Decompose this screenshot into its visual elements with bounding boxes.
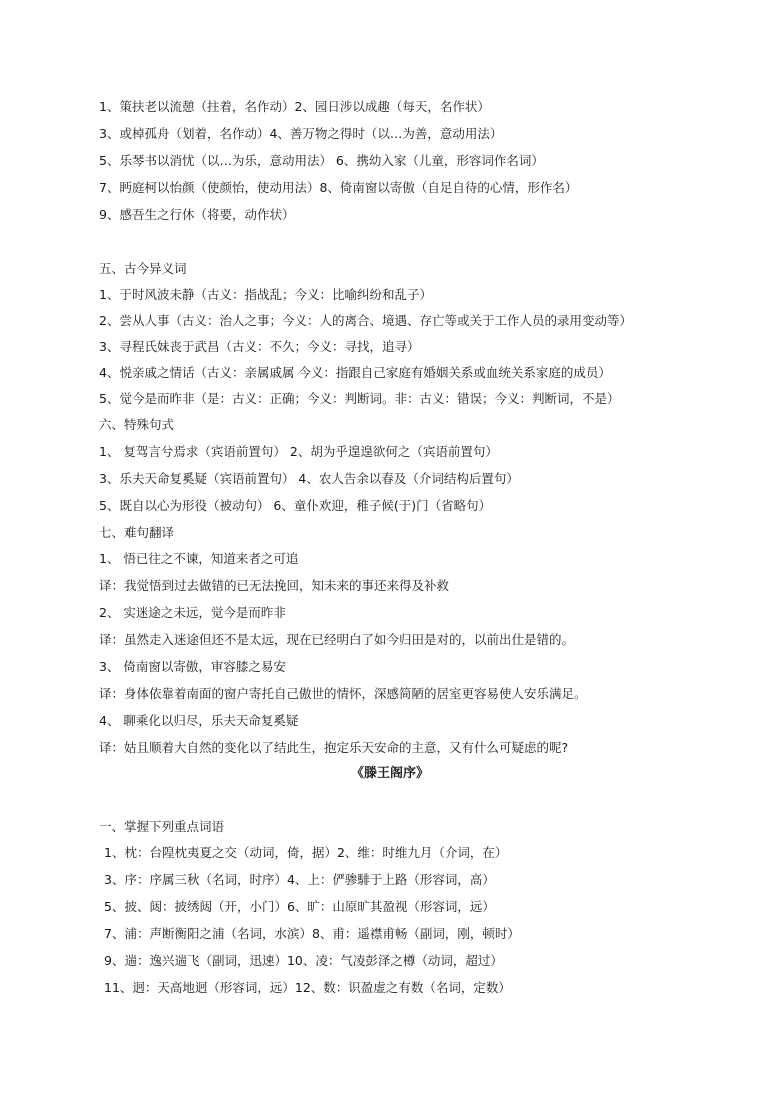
list-item: 4、 聊乘化以归尽，乐夫天命复奚疑 (99, 713, 299, 728)
list-item: 2、尝从人事（古义：治人之事；今义：人的离合、境遇、存亡等或关于工作人员的录用变动等） (99, 313, 632, 328)
list-item: 5、觉今是而昨非（是：古义：正确；今义：判断词。非：古义：错误；今义：判断词，不是） (99, 391, 620, 406)
translation-text: 译：虽然走入迷途但还不是太远，现在已经明白了如今归田是对的，以前出仕是错的。 (99, 632, 575, 647)
list-item: 2、 实迷途之未远，觉今是而昨非 (99, 605, 286, 620)
list-item: 9、感吾生之行休（将要，动作状） (99, 207, 295, 222)
list-item: 1、枕：台隍枕夷夏之交（动词，倚，据）2、维：时维九月（介词，在） (104, 845, 508, 860)
section-heading: 七、难句翻译 (99, 525, 175, 540)
list-item: 11、迥：天高地迥（形容词，远）12、数：识盈虚之有数（名词，定数） (104, 980, 511, 995)
list-item: 1、于时风波未静（古义：指战乱；今义：比喻纠纷和乱子） (99, 287, 432, 302)
list-item: 3、 倚南窗以寄傲，审容膝之易安 (99, 659, 286, 674)
list-item: 3、乐夫天命复奚疑（宾语前置句） 4、农人告余以春及（介词结构后置句） (99, 471, 519, 486)
section-heading: 一、掌握下列重点词语 (99, 819, 225, 834)
list-item: 3、序：序属三秋（名词，时序）4、上：俨骖騑于上路（形容词，高） (104, 872, 495, 887)
section-heading: 六、特殊句式 (99, 417, 175, 432)
translation-text: 译：我觉悟到过去做错的已无法挽回，知未来的事还来得及补救 (99, 578, 450, 593)
translation-text: 译：身体依靠着南面的窗户寄托自己傲世的情怀，深感简陋的居室更容易使人安乐满足。 (99, 686, 587, 701)
list-item: 5、乐琴书以消忧（以…为乐，意动用法） 6、携幼入家（儿童，形容词作名词） (99, 153, 544, 168)
list-item: 1、策扶老以流憩（拄着，名作动）2、园日涉以成趣（每天，名作状） (99, 99, 490, 114)
list-item: 7、眄庭柯以怡颜（使颜怡，使动用法）8、倚南窗以寄傲（自足自待的心情，形作名） (99, 180, 578, 195)
list-item: 1、 悟已往之不谏，知道来者之可追 (99, 551, 299, 566)
section-heading: 五、古今异义词 (99, 261, 187, 276)
list-item: 5、披、闼：披绣闼（开，小门）6、旷：山原旷其盈视（形容词，远） (104, 899, 495, 914)
list-item: 7、浦：声断衡阳之浦（名词，水滨）8、甫：遥襟甫畅（副词，刚，顿时） (104, 926, 520, 941)
list-item: 5、既自以心为形役（被动句） 6、童仆欢迎，稚子候(于)门（省略句） (99, 498, 492, 513)
translation-text: 译：姑且顺着大自然的变化以了结此生，抱定乐天安命的主意，又有什么可疑虑的呢? (99, 740, 569, 755)
list-item: 9、遄：逸兴遄飞（副词，迅速）10、凌：气凌彭泽之樽（动词，超过） (104, 953, 503, 968)
list-item: 3、或棹孤舟（划着，名作动）4、善万物之得时（以…为善，意动用法） (99, 126, 503, 141)
article-title: 《滕王阁序》 (350, 766, 429, 781)
list-item: 4、悦亲戚之情话（古义：亲属戚属 今义：指跟自己家庭有婚姻关系或血统关系家庭的成员） (99, 365, 611, 380)
list-item: 3、寻程氏妹丧于武昌（古义：不久；今义：寻找，追寻） (99, 339, 420, 354)
list-item: 1、 复驾言兮焉求（宾语前置句） 2、胡为乎遑遑欲何之（宾语前置句） (99, 444, 498, 459)
